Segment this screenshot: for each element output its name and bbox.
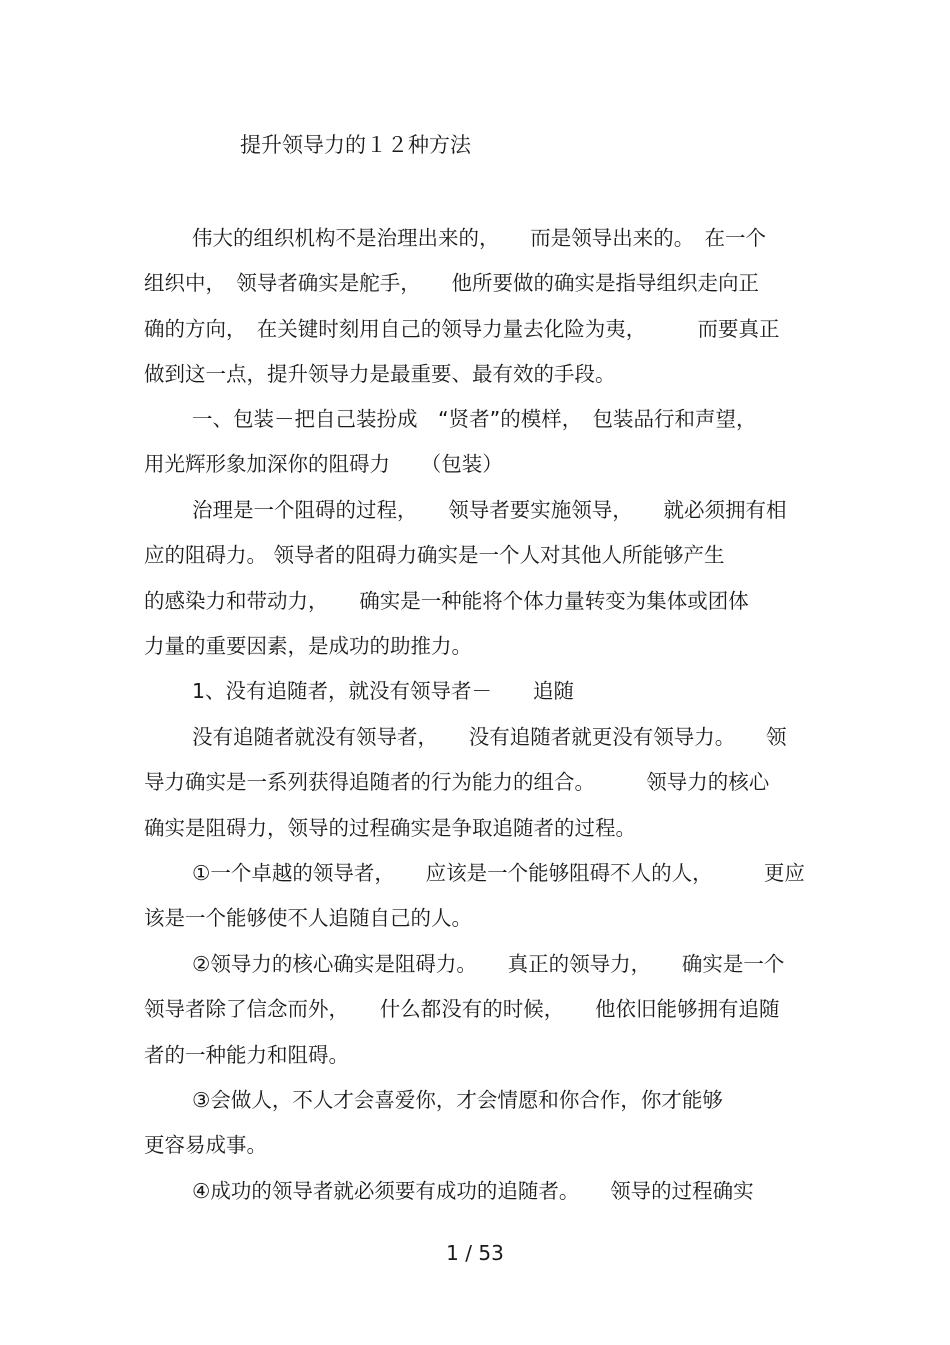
body-line: 做到这一点，提升领导力是最重要、最有效的手段。 — [144, 362, 616, 386]
list-item-line: ①一个卓越的领导者， 应该是一个能够阻碍不人的人， 更应 — [192, 861, 805, 885]
page-number: 1 / 53 — [446, 1241, 504, 1265]
list-item-line: ③会做人，不人才会喜爱你，才会情愿和你合作，你才能够 — [192, 1088, 723, 1112]
body-line: 导力确实是一系列获得追随者的行为能力的组合。 领导力的核心 — [144, 770, 770, 794]
list-item-line: 者的一种能力和阻碍。 — [144, 1043, 349, 1067]
list-item-line: ④成功的领导者就必须要有成功的追随者。 领导的过程确实 — [192, 1179, 754, 1203]
list-item-line: ②领导力的核心确实是阻碍力。 真正的领导力， 确实是一个 — [192, 952, 785, 976]
body-line: 应的阻碍力。 领导者的阻碍力确实是一个人对其他人所能够产生 — [144, 543, 725, 567]
section-heading: 一、包装－把自己装扮成 “贤者”的模样， 包装品行和声望， — [192, 407, 757, 431]
list-item-line: 领导者除了信念而外， 什么都没有的时候， 他依旧能够拥有追随 — [144, 997, 780, 1021]
body-line: 力量的重要因素，是成功的助推力。 — [144, 634, 472, 658]
body-line: 确的方向， 在关键时刻用自己的领导力量去化险为夷， 而要真正 — [144, 317, 780, 341]
body-line: 没有追随者就没有领导者， 没有追随者就更没有领导力。 领 — [192, 725, 787, 749]
body-line: 伟大的组织机构不是治理出来的， 而是领导出来的。 在一个 — [192, 226, 766, 250]
body-line: 治理是一个阻碍的过程， 领导者要实施领导， 就必须拥有相 — [192, 498, 787, 522]
body-line: 的感染力和带动力， 确实是一种能将个体力量转变为集体或团体 — [144, 589, 749, 613]
body-line: 组织中， 领导者确实是舵手， 他所要做的确实是指导组织走向正 — [144, 271, 759, 295]
subsection-heading: 1、没有追随者，就没有领导者－ 追随 — [192, 679, 575, 703]
body-line: 确实是阻碍力，领导的过程确实是争取追随者的过程。 — [144, 816, 636, 840]
list-item-line: 该是一个能够使不人追随自己的人。 — [144, 906, 472, 930]
document-title: 提升领导力的１２种方法 — [240, 133, 471, 157]
section-heading: 用光辉形象加深你的阻碍力 （包装） — [144, 452, 503, 476]
list-item-line: 更容易成事。 — [144, 1133, 267, 1157]
